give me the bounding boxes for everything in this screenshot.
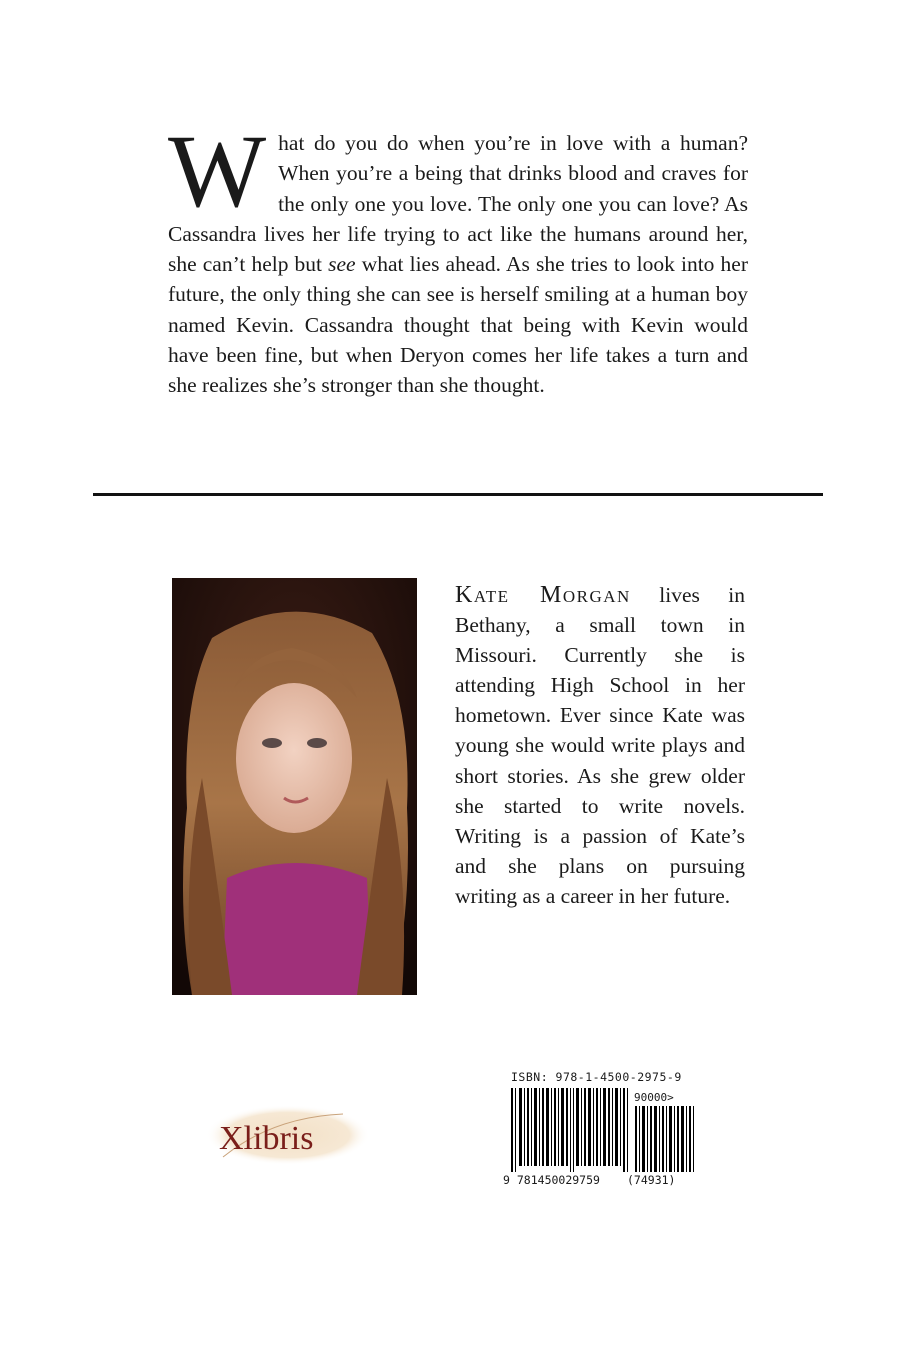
- back-cover-blurb: [168, 114, 748, 401]
- isbn-barcode: [503, 1070, 715, 1195]
- blurb-text-2: what lies ahead. As she tries to look into her future, the only thing she can see is herself smiling at a human boy named Kevin. Cassandra thought that being with Kevin would have been fine, but when Deryon comes her life takes a turn and she realizes she’s stronger than she thought.: [168, 252, 748, 398]
- barcode-price-digits: (74931): [627, 1173, 676, 1187]
- blurb-emphasis: see: [328, 252, 356, 277]
- drop-cap: W: [168, 114, 267, 229]
- logo-wordmark: Xlibris: [219, 1120, 314, 1157]
- barcode-digits: [503, 1173, 600, 1187]
- barcode-first-digit: 9: [503, 1173, 510, 1187]
- blurb-text-1: hat do you do when you’re in love with a human? When you’re a being that drinks blood and craves for the only one you love. The only one you can love? As Cassandra lives her life trying to act like the humans around her, she can’t help but: [168, 131, 748, 277]
- price-code: 90000>: [634, 1091, 674, 1104]
- author-bio-text: lives in Bethany, a small town in Missouri. Currently she is attending High School in her hometown. Ever since Kate was young she would write plays and short stories. As she grew older she started to write novels. Writing is a passion of Kate’s and she plans on pursuing writing as a career in her future.: [455, 583, 745, 908]
- author-bio: [455, 580, 745, 911]
- author-photo-image: [172, 578, 417, 995]
- author-name: Kate Morgan: [455, 582, 631, 608]
- section-divider: [93, 493, 823, 496]
- xlibris-logo: [203, 1102, 373, 1168]
- barcode-main-digits: 781450029759: [516, 1173, 600, 1187]
- isbn-label: ISBN: 978-1-4500-2975-9: [511, 1070, 682, 1084]
- publisher-logo: [203, 1102, 373, 1168]
- author-photo: [172, 578, 417, 995]
